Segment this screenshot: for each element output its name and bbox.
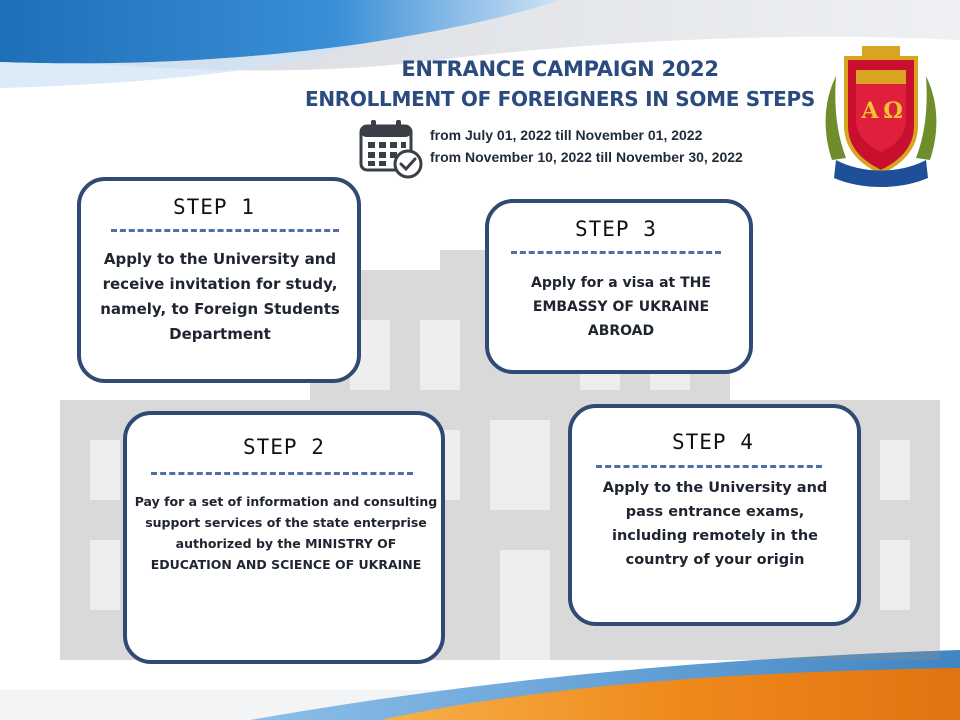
step-3-title: STEP 3 (575, 217, 657, 241)
step-3-card (485, 199, 753, 374)
step-2-divider (151, 472, 413, 475)
step-4-divider (596, 465, 822, 468)
date-range-1: from July 01, 2022 till November 01, 2022 (430, 127, 703, 143)
step-2-card (123, 411, 445, 664)
calendar-check-icon (358, 118, 424, 180)
campaign-title (300, 54, 820, 114)
date-range-2: from November 10, 2022 till November 30, 2022 (430, 149, 743, 165)
svg-text:Ω: Ω (883, 98, 903, 124)
university-emblem-icon (822, 40, 940, 190)
step-3-text: Apply for a visa at THE EMBASSY OF UKRAINE ABROAD (531, 275, 711, 339)
step-2-text: Pay for a set of information and consulting support services of the state enterprise authorized by the MINISTRY OF EDUCATION AND SCIENCE OF UKRAINE (134, 494, 438, 572)
step-1-card (77, 177, 361, 383)
step-2-title: STEP 2 (243, 435, 325, 459)
step-1-divider (111, 229, 339, 232)
step-4-title: STEP 4 (672, 430, 754, 454)
step-3-divider (511, 251, 721, 254)
step-4-text: Apply to the University and pass entrance exams, including remotely in the country of your origin (602, 480, 828, 568)
step-1-title: STEP 1 (173, 195, 255, 219)
svg-text:A: A (861, 98, 879, 124)
title-line-1: ENTRANCE CAMPAIGN 2022 (401, 57, 719, 81)
step-4-card (568, 404, 861, 626)
title-line-2: ENROLLMENT OF FOREIGNERS IN SOME STEPS (304, 87, 816, 111)
step-1-text: Apply to the University and receive invitation for study, namely, to Foreign Students Department (100, 250, 340, 343)
date-lines (430, 124, 743, 168)
